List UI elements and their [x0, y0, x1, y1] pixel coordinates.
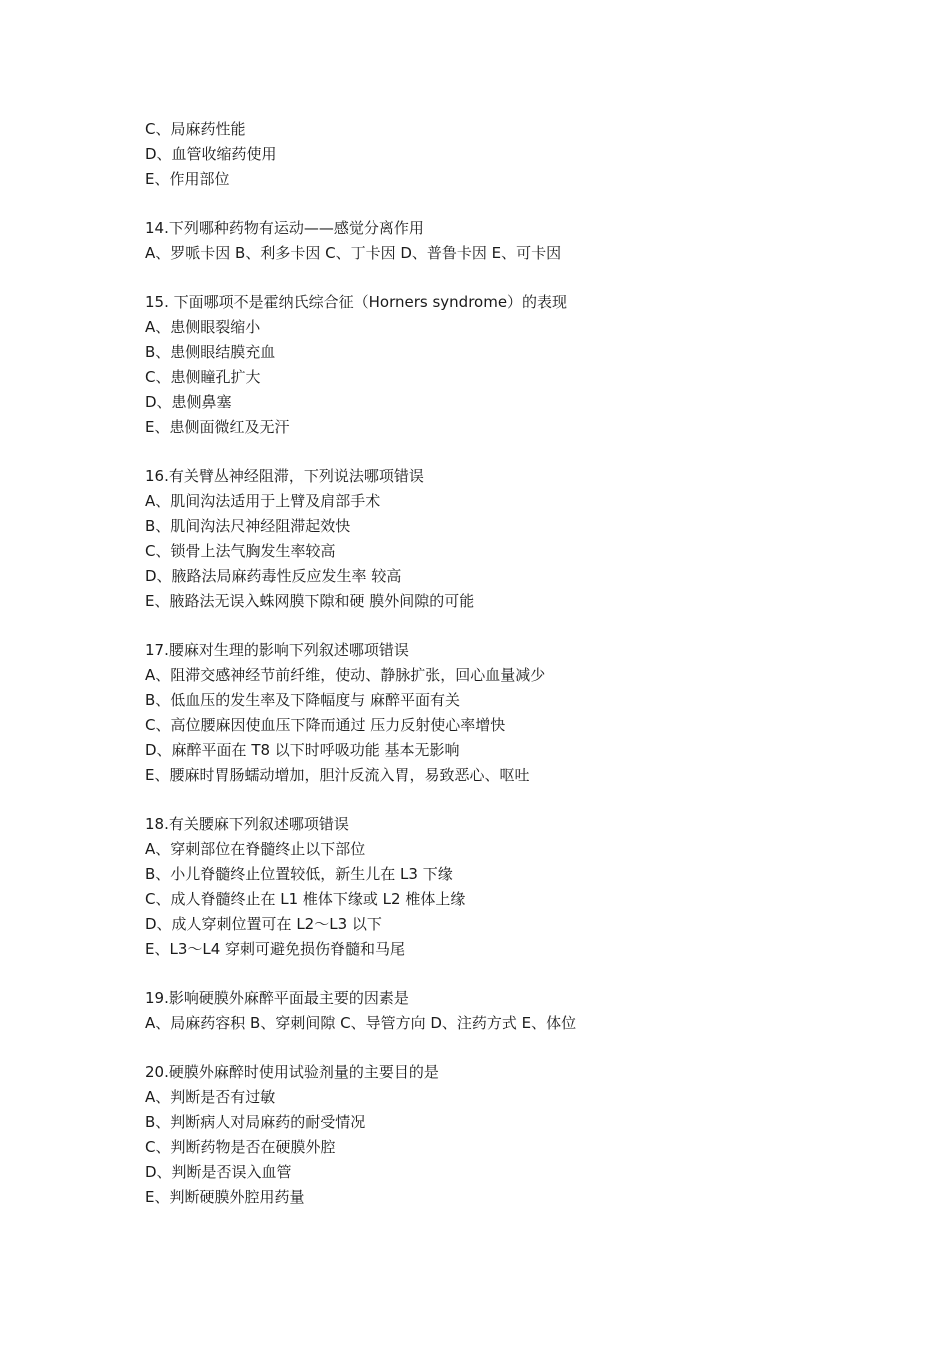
question-17 [145, 638, 952, 788]
option-line: C、患侧瞳孔扩大 [145, 368, 261, 386]
question-stem: 17.腰麻对生理的影响下列叙述哪项错误 [145, 641, 409, 659]
question-stem: 18.有关腰麻下列叙述哪项错误 [145, 815, 349, 833]
option-line: B、肌间沟法尺神经阻滞起效快 [145, 517, 351, 535]
option-line: E、患侧面微红及无汗 [145, 418, 290, 436]
question-14 [145, 216, 952, 266]
option-line: C、判断药物是否在硬膜外腔 [145, 1138, 336, 1156]
option-line: A、判断是否有过敏 [145, 1088, 276, 1106]
option-line: D、成人穿刺位置可在 L2～L3 以下 [145, 915, 382, 933]
question-stem: 20.硬膜外麻醉时使用试验剂量的主要目的是 [145, 1063, 439, 1081]
option-line: A、肌间沟法适用于上臂及肩部手术 [145, 492, 381, 510]
option-line: E、腰麻时胃肠蠕动增加，胆汁反流入胃，易致恶心、呕吐 [145, 766, 530, 784]
option-line: C、局麻药性能 [145, 120, 246, 138]
question-16 [145, 464, 952, 614]
question-20 [145, 1060, 952, 1210]
option-line: E、判断硬膜外腔用药量 [145, 1188, 305, 1206]
option-line: E、L3～L4 穿刺可避免损伤脊髓和马尾 [145, 940, 406, 958]
option-line: A、局麻药容积 B、穿刺间隙 C、导管方向 D、注药方式 E、体位 [145, 1014, 577, 1032]
option-line: C、成人脊髓终止在 L1 椎体下缘或 L2 椎体上缘 [145, 890, 466, 908]
option-line: D、血管收缩药使用 [145, 145, 277, 163]
option-line: B、患侧眼结膜充血 [145, 343, 276, 361]
option-line: D、患侧鼻塞 [145, 393, 232, 411]
question-stem: 16.有关臂丛神经阻滞，下列说法哪项错误 [145, 467, 424, 485]
option-line: A、患侧眼裂缩小 [145, 318, 261, 336]
option-line: A、穿刺部位在脊髓终止以下部位 [145, 840, 366, 858]
question-19 [145, 986, 952, 1036]
option-line: E、腋路法无误入蛛网膜下隙和硬 膜外间隙的可能 [145, 592, 475, 610]
option-line: B、判断病人对局麻药的耐受情况 [145, 1113, 366, 1131]
continued-options [145, 117, 952, 192]
option-line: A、阻滞交感神经节前纤维，使动、静脉扩张，回心血量减少 [145, 666, 546, 684]
question-18 [145, 812, 952, 962]
question-stem: 14.下列哪种药物有运动——感觉分离作用 [145, 219, 424, 237]
option-line: D、麻醉平面在 T8 以下时呼吸功能 基本无影响 [145, 741, 460, 759]
option-line: C、高位腰麻因使血压下降而通过 压力反射使心率增快 [145, 716, 506, 734]
question-stem: 15. 下面哪项不是霍纳氏综合征（Horners syndrome）的表现 [145, 293, 568, 311]
option-line: B、小儿脊髓终止位置较低，新生儿在 L3 下缘 [145, 865, 453, 883]
option-line: E、作用部位 [145, 170, 230, 188]
option-line: A、罗哌卡因 B、利多卡因 C、丁卡因 D、普鲁卡因 E、可卡因 [145, 244, 562, 262]
option-line: C、锁骨上法气胸发生率较高 [145, 542, 336, 560]
question-stem: 19.影响硬膜外麻醉平面最主要的因素是 [145, 989, 409, 1007]
option-line: B、低血压的发生率及下降幅度与 麻醉平面有关 [145, 691, 461, 709]
option-line: D、腋路法局麻药毒性反应发生率 较高 [145, 567, 402, 585]
option-line: D、判断是否误入血管 [145, 1163, 292, 1181]
question-15 [145, 290, 952, 440]
